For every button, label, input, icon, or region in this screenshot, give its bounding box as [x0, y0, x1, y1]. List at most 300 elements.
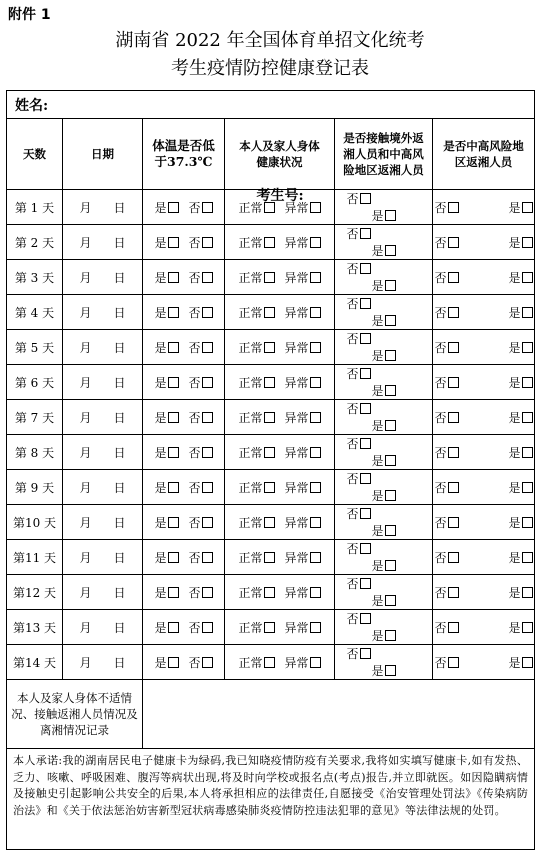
contact-cell [335, 610, 433, 645]
option: 否 [346, 332, 370, 346]
option: 否 [189, 621, 213, 635]
option: 否 [435, 621, 459, 635]
option: 是 [371, 594, 395, 608]
option: 是 [509, 586, 533, 600]
risk-cell [433, 435, 535, 470]
checkbox[interactable] [360, 613, 371, 624]
contact-cell [335, 400, 433, 435]
contact-cell [335, 540, 433, 575]
contact-cell [335, 645, 433, 680]
pledge-row [7, 749, 535, 850]
health-cell [225, 330, 335, 365]
health-cell [225, 225, 335, 260]
checkbox[interactable] [310, 377, 321, 388]
checkbox[interactable] [522, 482, 533, 493]
option: 正常 [238, 656, 274, 670]
risk-cell [433, 225, 535, 260]
option: 正常 [238, 376, 274, 390]
checkbox[interactable] [385, 595, 396, 606]
option: 是 [371, 454, 395, 468]
date-cell[interactable]: 月 日 [63, 330, 143, 365]
health-cell [225, 505, 335, 540]
table-row [7, 610, 535, 645]
header-contact-abroad: 是否接触境外返湘人员和中高风险地区返湘人员 [335, 119, 433, 190]
option: 异常 [285, 306, 321, 320]
checkbox[interactable] [360, 403, 371, 414]
contact-cell [335, 435, 433, 470]
table-row [7, 470, 535, 505]
option: 正常 [238, 586, 274, 600]
health-cell [225, 645, 335, 680]
checkbox[interactable] [385, 560, 396, 571]
table-row [7, 645, 535, 680]
checkbox[interactable] [448, 517, 459, 528]
option: 否 [346, 297, 370, 311]
contact-cell [335, 330, 433, 365]
checkbox[interactable] [310, 587, 321, 598]
checkbox[interactable] [168, 237, 179, 248]
contact-cell [335, 575, 433, 610]
option: 是 [154, 656, 178, 670]
checkbox[interactable] [264, 517, 275, 528]
health-cell [225, 575, 335, 610]
checkbox[interactable] [448, 412, 459, 423]
checkbox[interactable] [448, 202, 459, 213]
checkbox[interactable] [448, 342, 459, 353]
option: 是 [154, 446, 178, 460]
checkbox[interactable] [385, 245, 396, 256]
checkbox[interactable] [310, 622, 321, 633]
checkbox[interactable] [202, 622, 213, 633]
checkbox[interactable] [202, 307, 213, 318]
checkbox[interactable] [202, 272, 213, 283]
table-row [7, 225, 535, 260]
checkbox[interactable] [448, 587, 459, 598]
name-row: 姓名: 考生号: [7, 91, 535, 119]
checkbox[interactable] [264, 377, 275, 388]
risk-cell [433, 260, 535, 295]
checkbox[interactable] [168, 482, 179, 493]
option: 异常 [285, 551, 321, 565]
health-cell [225, 610, 335, 645]
checkbox[interactable] [264, 272, 275, 283]
checkbox[interactable] [522, 377, 533, 388]
checkbox[interactable] [310, 202, 321, 213]
checkbox[interactable] [264, 482, 275, 493]
option: 否 [435, 271, 459, 285]
checkbox[interactable] [385, 630, 396, 641]
checkbox[interactable] [522, 552, 533, 563]
header-temperature: 体温是否低于37.3℃ [143, 119, 225, 190]
option: 异常 [285, 516, 321, 530]
option: 是 [154, 481, 178, 495]
checkbox[interactable] [385, 280, 396, 291]
form-title-line1: 湖南省 2022 年全国体育单招文化统考 [115, 30, 425, 51]
checkbox[interactable] [310, 342, 321, 353]
remarks-field[interactable] [143, 680, 535, 749]
option: 否 [435, 481, 459, 495]
option: 正常 [238, 201, 274, 215]
option: 否 [346, 472, 370, 486]
risk-cell [433, 575, 535, 610]
date-cell[interactable]: 月 日 [63, 540, 143, 575]
option: 否 [189, 236, 213, 250]
checkbox[interactable] [360, 578, 371, 589]
health-cell [225, 470, 335, 505]
checkbox[interactable] [360, 473, 371, 484]
option: 是 [509, 551, 533, 565]
risk-cell [433, 470, 535, 505]
checkbox[interactable] [264, 447, 275, 458]
checkbox[interactable] [202, 447, 213, 458]
option: 是 [154, 271, 178, 285]
checkbox[interactable] [522, 307, 533, 318]
option: 异常 [285, 481, 321, 495]
contact-cell [335, 225, 433, 260]
temperature-cell [143, 330, 225, 365]
option: 是 [509, 306, 533, 320]
option: 否 [346, 437, 370, 451]
checkbox[interactable] [522, 272, 533, 283]
option: 否 [346, 367, 370, 381]
checkbox[interactable] [385, 385, 396, 396]
option: 否 [189, 201, 213, 215]
option: 是 [371, 349, 395, 363]
contact-cell [335, 365, 433, 400]
date-cell[interactable]: 月 日 [63, 225, 143, 260]
option: 否 [346, 577, 370, 591]
option: 异常 [285, 236, 321, 250]
pledge-text: 本人承诺:我的湖南居民电子健康卡为绿码,我已知晓疫情防疫有关要求,我将如实填写健康卡,如有发热、乏力、咳嗽、呼吸困难、腹泻等病状出现,将及时向学校或报名点(考点)报告,并立即就医。如因隐瞒病情及接触史引起影响公共安全的后果,本人将承担相应的法律责任,自愿接受《治安管理处罚法》《传染病防治法》和《关于依法惩治妨害新型冠状病毒感染肺炎疫情防控违法犯罪的意见》等法律法规的处罚。 [13, 754, 529, 817]
option: 否 [189, 516, 213, 530]
checkbox[interactable] [168, 412, 179, 423]
checkbox[interactable] [522, 657, 533, 668]
day-cell: 第 6 天 [7, 365, 63, 400]
checkbox[interactable] [264, 412, 275, 423]
option: 否 [346, 507, 370, 521]
date-cell[interactable]: 月 日 [63, 365, 143, 400]
option: 正常 [238, 481, 274, 495]
form-title-line2: 考生疫情防控健康登记表 [171, 58, 369, 79]
option: 是 [509, 656, 533, 670]
option: 否 [346, 612, 370, 626]
checkbox[interactable] [522, 237, 533, 248]
checkbox[interactable] [310, 552, 321, 563]
date-cell[interactable]: 月 日 [63, 260, 143, 295]
temperature-cell [143, 645, 225, 680]
checkbox[interactable] [448, 272, 459, 283]
remarks-row [7, 680, 535, 749]
option: 是 [509, 341, 533, 355]
header-date: 日期 [63, 119, 143, 190]
header-row [7, 119, 535, 190]
option: 是 [509, 481, 533, 495]
option: 异常 [285, 411, 321, 425]
checkbox[interactable] [168, 622, 179, 633]
checkbox[interactable] [385, 455, 396, 466]
checkbox[interactable] [360, 193, 371, 204]
temperature-cell [143, 435, 225, 470]
risk-cell [433, 645, 535, 680]
option: 否 [346, 227, 370, 241]
day-cell: 第 1 天 [7, 190, 63, 225]
contact-cell [335, 505, 433, 540]
option: 否 [435, 516, 459, 530]
header-day: 天数 [7, 119, 63, 190]
option: 否 [435, 236, 459, 250]
checkbox[interactable] [168, 447, 179, 458]
option: 是 [371, 559, 395, 573]
checkbox[interactable] [168, 272, 179, 283]
temperature-cell [143, 470, 225, 505]
option: 是 [371, 664, 395, 678]
risk-cell [433, 295, 535, 330]
option: 是 [509, 201, 533, 215]
option: 是 [154, 201, 178, 215]
checkbox[interactable] [202, 412, 213, 423]
option: 是 [154, 341, 178, 355]
day-cell: 第 8 天 [7, 435, 63, 470]
option: 是 [509, 446, 533, 460]
checkbox[interactable] [310, 657, 321, 668]
checkbox[interactable] [264, 622, 275, 633]
contact-cell [335, 295, 433, 330]
checkbox[interactable] [202, 202, 213, 213]
checkbox[interactable] [448, 552, 459, 563]
option: 是 [371, 629, 395, 643]
checkbox[interactable] [385, 350, 396, 361]
option: 否 [189, 271, 213, 285]
risk-cell [433, 540, 535, 575]
checkbox[interactable] [168, 342, 179, 353]
checkbox[interactable] [168, 657, 179, 668]
checkbox[interactable] [522, 622, 533, 633]
checkbox[interactable] [264, 342, 275, 353]
option: 是 [154, 621, 178, 635]
checkbox[interactable] [360, 298, 371, 309]
checkbox[interactable] [448, 447, 459, 458]
option: 正常 [238, 411, 274, 425]
table-row [7, 540, 535, 575]
option: 正常 [238, 446, 274, 460]
checkbox[interactable] [385, 490, 396, 501]
date-cell[interactable]: 月 日 [63, 575, 143, 610]
checkbox[interactable] [360, 228, 371, 239]
risk-cell [433, 365, 535, 400]
checkbox[interactable] [448, 237, 459, 248]
checkbox[interactable] [448, 482, 459, 493]
option: 正常 [238, 516, 274, 530]
checkbox[interactable] [264, 587, 275, 598]
option: 否 [346, 647, 370, 661]
checkbox[interactable] [264, 657, 275, 668]
option: 否 [189, 551, 213, 565]
temperature-cell [143, 225, 225, 260]
checkbox[interactable] [202, 377, 213, 388]
option: 否 [435, 376, 459, 390]
date-cell[interactable]: 月 日 [63, 435, 143, 470]
option: 是 [509, 411, 533, 425]
checkbox[interactable] [168, 307, 179, 318]
day-cell: 第10 天 [7, 505, 63, 540]
checkbox[interactable] [202, 587, 213, 598]
checkbox[interactable] [448, 657, 459, 668]
contact-cell [335, 260, 433, 295]
option: 异常 [285, 446, 321, 460]
checkbox[interactable] [310, 482, 321, 493]
option: 是 [371, 244, 395, 258]
health-cell [225, 435, 335, 470]
option: 是 [371, 524, 395, 538]
checkbox[interactable] [168, 202, 179, 213]
checkbox[interactable] [202, 517, 213, 528]
risk-cell [433, 190, 535, 225]
date-cell[interactable]: 月 日 [63, 470, 143, 505]
table-row [7, 295, 535, 330]
checkbox[interactable] [360, 508, 371, 519]
checkbox[interactable] [168, 377, 179, 388]
option: 正常 [238, 341, 274, 355]
day-cell: 第 3 天 [7, 260, 63, 295]
option: 是 [154, 376, 178, 390]
option: 是 [371, 489, 395, 503]
table-row [7, 435, 535, 470]
checkbox[interactable] [310, 237, 321, 248]
option: 异常 [285, 341, 321, 355]
checkbox[interactable] [385, 525, 396, 536]
checkbox[interactable] [360, 648, 371, 659]
checkbox[interactable] [448, 377, 459, 388]
checkbox[interactable] [360, 263, 371, 274]
checkbox[interactable] [310, 447, 321, 458]
checkbox[interactable] [168, 552, 179, 563]
day-cell: 第 9 天 [7, 470, 63, 505]
checkbox[interactable] [385, 420, 396, 431]
option: 正常 [238, 621, 274, 635]
date-cell[interactable]: 月 日 [63, 295, 143, 330]
checkbox[interactable] [522, 517, 533, 528]
checkbox[interactable] [522, 342, 533, 353]
header-health: 本人及家人身体健康状况 [225, 119, 335, 190]
checkbox[interactable] [448, 307, 459, 318]
day-cell: 第 4 天 [7, 295, 63, 330]
risk-cell [433, 400, 535, 435]
name-label: 姓名: [15, 97, 49, 114]
date-cell[interactable]: 月 日 [63, 645, 143, 680]
contact-cell [335, 470, 433, 505]
checkbox[interactable] [310, 307, 321, 318]
checkbox[interactable] [310, 412, 321, 423]
health-cell [225, 540, 335, 575]
risk-cell [433, 610, 535, 645]
option: 异常 [285, 586, 321, 600]
option: 是 [509, 621, 533, 635]
option: 否 [346, 262, 370, 276]
option: 异常 [285, 201, 321, 215]
temperature-cell [143, 190, 225, 225]
option: 否 [435, 586, 459, 600]
option: 正常 [238, 236, 274, 250]
temperature-cell [143, 365, 225, 400]
checkbox[interactable] [385, 210, 396, 221]
day-cell: 第 7 天 [7, 400, 63, 435]
checkbox[interactable] [522, 587, 533, 598]
option: 否 [189, 481, 213, 495]
option: 否 [189, 586, 213, 600]
header-risk-area: 是否中高风险地区返湘人员 [433, 119, 535, 190]
option: 是 [371, 314, 395, 328]
checkbox[interactable] [264, 552, 275, 563]
health-cell [225, 295, 335, 330]
option: 否 [435, 201, 459, 215]
date-cell[interactable]: 月 日 [63, 505, 143, 540]
table-row [7, 330, 535, 365]
option: 否 [189, 306, 213, 320]
table-row [7, 400, 535, 435]
registration-table [6, 90, 535, 850]
checkbox[interactable] [202, 237, 213, 248]
checkbox[interactable] [168, 587, 179, 598]
day-cell: 第 5 天 [7, 330, 63, 365]
checkbox[interactable] [202, 342, 213, 353]
checkbox[interactable] [360, 333, 371, 344]
checkbox[interactable] [522, 202, 533, 213]
checkbox[interactable] [385, 665, 396, 676]
option: 否 [346, 192, 370, 206]
option: 否 [189, 411, 213, 425]
option: 异常 [285, 271, 321, 285]
option: 否 [435, 306, 459, 320]
checkbox[interactable] [360, 438, 371, 449]
checkbox[interactable] [264, 237, 275, 248]
checkbox[interactable] [522, 412, 533, 423]
option: 是 [154, 516, 178, 530]
checkbox[interactable] [168, 517, 179, 528]
checkbox[interactable] [360, 543, 371, 554]
temperature-cell [143, 540, 225, 575]
health-cell [225, 365, 335, 400]
option: 否 [346, 542, 370, 556]
attachment-label: 附件 1 [8, 7, 51, 23]
checkbox[interactable] [522, 447, 533, 458]
checkbox[interactable] [385, 315, 396, 326]
option: 是 [509, 236, 533, 250]
option: 异常 [285, 656, 321, 670]
checkbox[interactable] [310, 272, 321, 283]
option: 异常 [285, 376, 321, 390]
option: 是 [371, 209, 395, 223]
temperature-cell [143, 260, 225, 295]
option: 否 [189, 446, 213, 460]
date-cell[interactable]: 月 日 [63, 400, 143, 435]
checkbox[interactable] [264, 307, 275, 318]
checkbox[interactable] [202, 657, 213, 668]
date-cell[interactable]: 月 日 [63, 610, 143, 645]
option: 是 [509, 376, 533, 390]
temperature-cell [143, 505, 225, 540]
checkbox[interactable] [448, 622, 459, 633]
table-row [7, 505, 535, 540]
option: 是 [154, 236, 178, 250]
date-cell[interactable]: 月 日 [63, 190, 143, 225]
option: 异常 [285, 621, 321, 635]
day-cell: 第14 天 [7, 645, 63, 680]
checkbox[interactable] [202, 552, 213, 563]
checkbox[interactable] [310, 517, 321, 528]
checkbox[interactable] [202, 482, 213, 493]
option: 是 [154, 411, 178, 425]
checkbox[interactable] [360, 368, 371, 379]
